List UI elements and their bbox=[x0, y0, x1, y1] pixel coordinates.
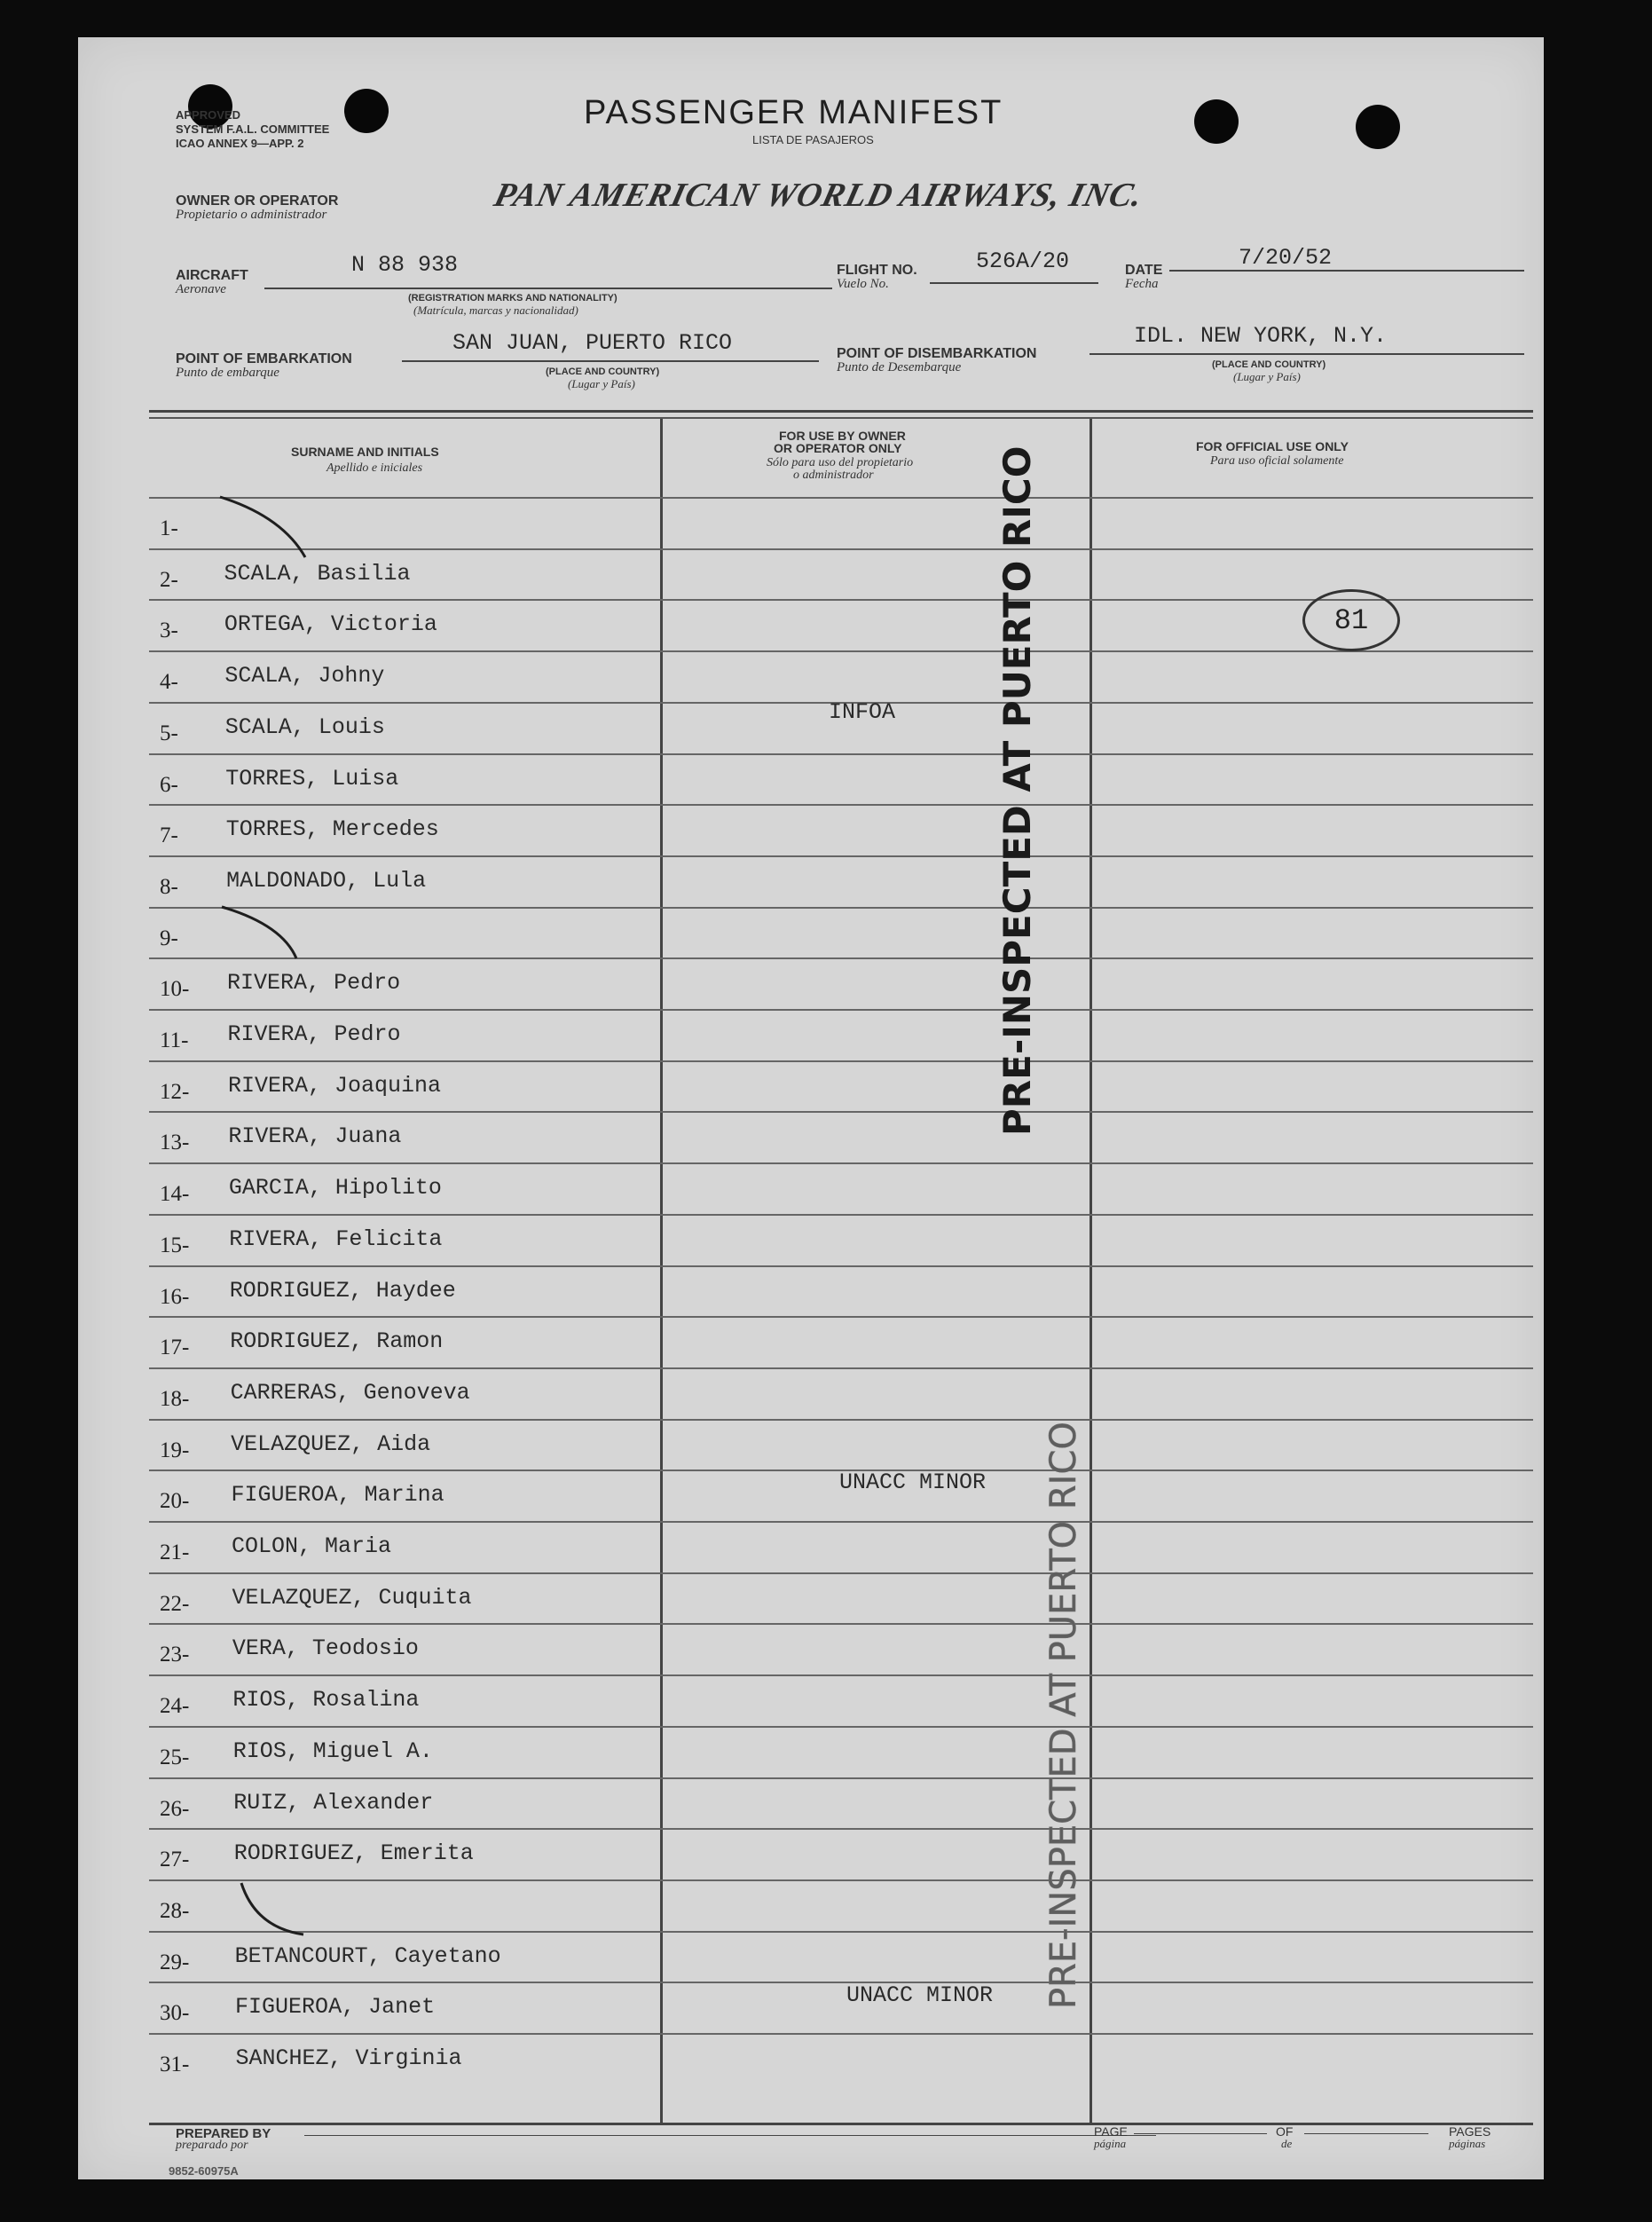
official-use-header: FOR OFFICIAL USE ONLY bbox=[1196, 439, 1349, 453]
place-hint-2: (PLACE AND COUNTRY) bbox=[1212, 359, 1326, 370]
row-number: 5- bbox=[160, 721, 178, 745]
surname-header: SURNAME AND INITIALS bbox=[291, 445, 439, 459]
passenger-name: RIVERA, Felicita bbox=[229, 1225, 443, 1252]
aircraft-value: N 88 938 bbox=[351, 252, 459, 278]
row-number: 30- bbox=[160, 2001, 190, 2026]
owner-use-header-es: Sólo para uso del propietario bbox=[767, 456, 914, 469]
pages-sub: páginas bbox=[1449, 2137, 1486, 2150]
prepared-line bbox=[304, 2135, 1156, 2136]
passenger-name: TORRES, Mercedes bbox=[225, 816, 439, 843]
date-label: DATE bbox=[1125, 263, 1163, 278]
embarkation-value: SAN JUAN, PUERTO RICO bbox=[452, 330, 733, 356]
prepared-by-label: PREPARED BY bbox=[176, 2126, 271, 2141]
row-number: 9- bbox=[160, 926, 178, 950]
pages-label: PAGES bbox=[1449, 2124, 1491, 2139]
passenger-name: ORTEGA, Victoria bbox=[224, 611, 437, 638]
row-number: 17- bbox=[160, 1336, 190, 1360]
passenger-name: RIVERA, Pedro bbox=[227, 1021, 401, 1047]
pages-line bbox=[1304, 2133, 1428, 2134]
registration-hint-es: (Matrícula, marcas y nacionalidad) bbox=[413, 303, 578, 317]
flight-value: 526A/20 bbox=[976, 248, 1070, 274]
row-number: 22- bbox=[160, 1591, 190, 1616]
row-number: 27- bbox=[160, 1848, 190, 1872]
row-number: 23- bbox=[160, 1643, 190, 1667]
official-circled-number: 81 bbox=[1302, 589, 1400, 651]
approval-line: SYSTEM F.A.L. COMMITTEE bbox=[176, 122, 330, 136]
pre-inspected-stamp-faint: PRE-INSPECTED AT PUERTO RICO bbox=[1043, 1422, 1084, 2009]
pre-inspected-stamp: PRE-INSPECTED AT PUERTO RICO bbox=[995, 445, 1039, 1136]
row-number: 29- bbox=[160, 1950, 190, 1974]
passenger-name: RIVERA, Juana bbox=[228, 1123, 402, 1150]
row-number: 24- bbox=[160, 1694, 190, 1719]
disembarkation-label: POINT OF DISEMBARKATION bbox=[837, 346, 1037, 361]
passenger-name: VERA, Teodosio bbox=[232, 1635, 419, 1662]
passenger-name: FIGUEROA, Janet bbox=[235, 1994, 436, 2021]
official-use-header-es: Para uso oficial solamente bbox=[1210, 454, 1344, 468]
passenger-name: RIVERA, Joaquina bbox=[227, 1072, 441, 1099]
row-number: 4- bbox=[160, 670, 178, 695]
page-label: PAGE bbox=[1094, 2124, 1128, 2139]
row-number: 1- bbox=[160, 516, 178, 540]
owner-label: OWNER OR OPERATOR bbox=[176, 193, 339, 209]
row-number: 26- bbox=[160, 1796, 190, 1821]
manifest-sheet bbox=[78, 37, 1544, 2179]
approval-line: APPROVED bbox=[176, 108, 240, 122]
row-number: 18- bbox=[160, 1386, 190, 1411]
disembarkation-value: IDL. NEW YORK, N.Y. bbox=[1134, 323, 1388, 349]
form-number: 9852-60975A bbox=[169, 2164, 239, 2178]
disembarkation-sub: Punto de Desembarque bbox=[837, 360, 962, 374]
passenger-name: FIGUEROA, Marina bbox=[231, 1482, 444, 1509]
of-sub: de bbox=[1281, 2137, 1293, 2150]
place-hint-es-2: (Lugar y País) bbox=[1233, 370, 1301, 383]
passenger-name: GARCIA, Hipolito bbox=[228, 1175, 442, 1202]
row-number: 25- bbox=[160, 1745, 190, 1769]
passenger-name: VELAZQUEZ, Aida bbox=[231, 1430, 431, 1457]
row-number: 8- bbox=[160, 874, 178, 899]
owner-use-header: FOR USE BY OWNER bbox=[779, 429, 906, 443]
passenger-name: RODRIGUEZ, Emerita bbox=[233, 1840, 474, 1867]
row-number: 19- bbox=[160, 1438, 190, 1462]
aircraft-sub: Aeronave bbox=[176, 282, 226, 296]
crossout-marks bbox=[78, 37, 1544, 2179]
owner-use-header-es: o administrador bbox=[793, 469, 874, 482]
row-number: 2- bbox=[160, 567, 178, 592]
passenger-name: RODRIGUEZ, Haydee bbox=[229, 1277, 456, 1304]
passenger-name: RIVERA, Pedro bbox=[227, 970, 401, 997]
passenger-name: RIOS, Miguel A. bbox=[232, 1737, 433, 1764]
place-hint: (PLACE AND COUNTRY) bbox=[546, 366, 660, 377]
row-number: 31- bbox=[160, 2053, 190, 2076]
passenger-name: SCALA, Louis bbox=[224, 713, 385, 740]
embarkation-label: POINT OF EMBARKATION bbox=[176, 351, 352, 366]
row-number: 14- bbox=[160, 1182, 190, 1207]
table-bottom-rule bbox=[149, 2123, 1533, 2125]
passenger-name: RUIZ, Alexander bbox=[233, 1789, 434, 1816]
page-subtitle: LISTA DE PASAJEROS bbox=[752, 133, 874, 146]
row-number: 7- bbox=[160, 823, 178, 848]
approval-line: ICAO ANNEX 9—APP. 2 bbox=[176, 137, 304, 150]
place-hint-es: (Lugar y País) bbox=[568, 377, 635, 390]
page-title: PASSENGER MANIFEST bbox=[584, 94, 1003, 131]
surname-header-es: Apellido e iniciales bbox=[326, 461, 423, 475]
passenger-name: SCALA, Basilia bbox=[224, 560, 411, 587]
row-number: 6- bbox=[160, 772, 178, 797]
row-number: 20- bbox=[160, 1489, 190, 1514]
flight-label: FLIGHT NO. bbox=[837, 263, 917, 278]
passenger-name: BETANCOURT, Cayetano bbox=[234, 1942, 501, 1969]
passenger-name: RODRIGUEZ, Ramon bbox=[230, 1328, 444, 1355]
row-number: 13- bbox=[160, 1131, 190, 1155]
page-line bbox=[1134, 2133, 1267, 2134]
row-number: 15- bbox=[160, 1233, 190, 1257]
registration-hint: (REGISTRATION MARKS AND NATIONALITY) bbox=[408, 293, 618, 303]
prepared-by-sub: preparado por bbox=[176, 2139, 248, 2152]
note-unacc-minor: UNACC MINOR bbox=[846, 1982, 994, 2008]
date-value: 7/20/52 bbox=[1239, 245, 1333, 271]
page-sub: página bbox=[1094, 2137, 1127, 2150]
passenger-name: MALDONADO, Lula bbox=[226, 867, 427, 894]
date-sub: Fecha bbox=[1125, 277, 1159, 291]
passenger-name: RIOS, Rosalina bbox=[232, 1687, 420, 1714]
passenger-name: VELAZQUEZ, Cuquita bbox=[232, 1584, 472, 1611]
row-number: 11- bbox=[160, 1028, 189, 1052]
passenger-name: COLON, Maria bbox=[232, 1533, 392, 1559]
row-number: 3- bbox=[160, 619, 178, 643]
company-name: PAN AMERICAN WORLD AIRWAYS, INC. bbox=[490, 177, 1147, 214]
flight-sub: Vuelo No. bbox=[837, 277, 889, 291]
row-number: 28- bbox=[160, 1898, 190, 1923]
aircraft-label: AIRCRAFT bbox=[176, 268, 248, 283]
row-number: 12- bbox=[160, 1079, 190, 1104]
owner-sub: Propietario o administrador bbox=[176, 208, 327, 222]
row-number: 10- bbox=[160, 977, 190, 1002]
passenger-name: SCALA, Johny bbox=[224, 663, 385, 689]
embarkation-sub: Punto de embarque bbox=[176, 366, 279, 380]
owner-use-header: OR OPERATOR ONLY bbox=[774, 441, 902, 455]
passenger-name: CARRERAS, Genoveva bbox=[230, 1379, 470, 1406]
passenger-name: TORRES, Luisa bbox=[225, 765, 399, 792]
row-number: 21- bbox=[160, 1540, 190, 1564]
passenger-name: SANCHEZ, Virginia bbox=[235, 2045, 462, 2071]
note-infoa: INFOA bbox=[829, 699, 896, 725]
of-label: OF bbox=[1276, 2124, 1294, 2139]
row-number: 16- bbox=[160, 1284, 190, 1309]
note-unacc-minor: UNACC MINOR bbox=[839, 1470, 987, 1495]
